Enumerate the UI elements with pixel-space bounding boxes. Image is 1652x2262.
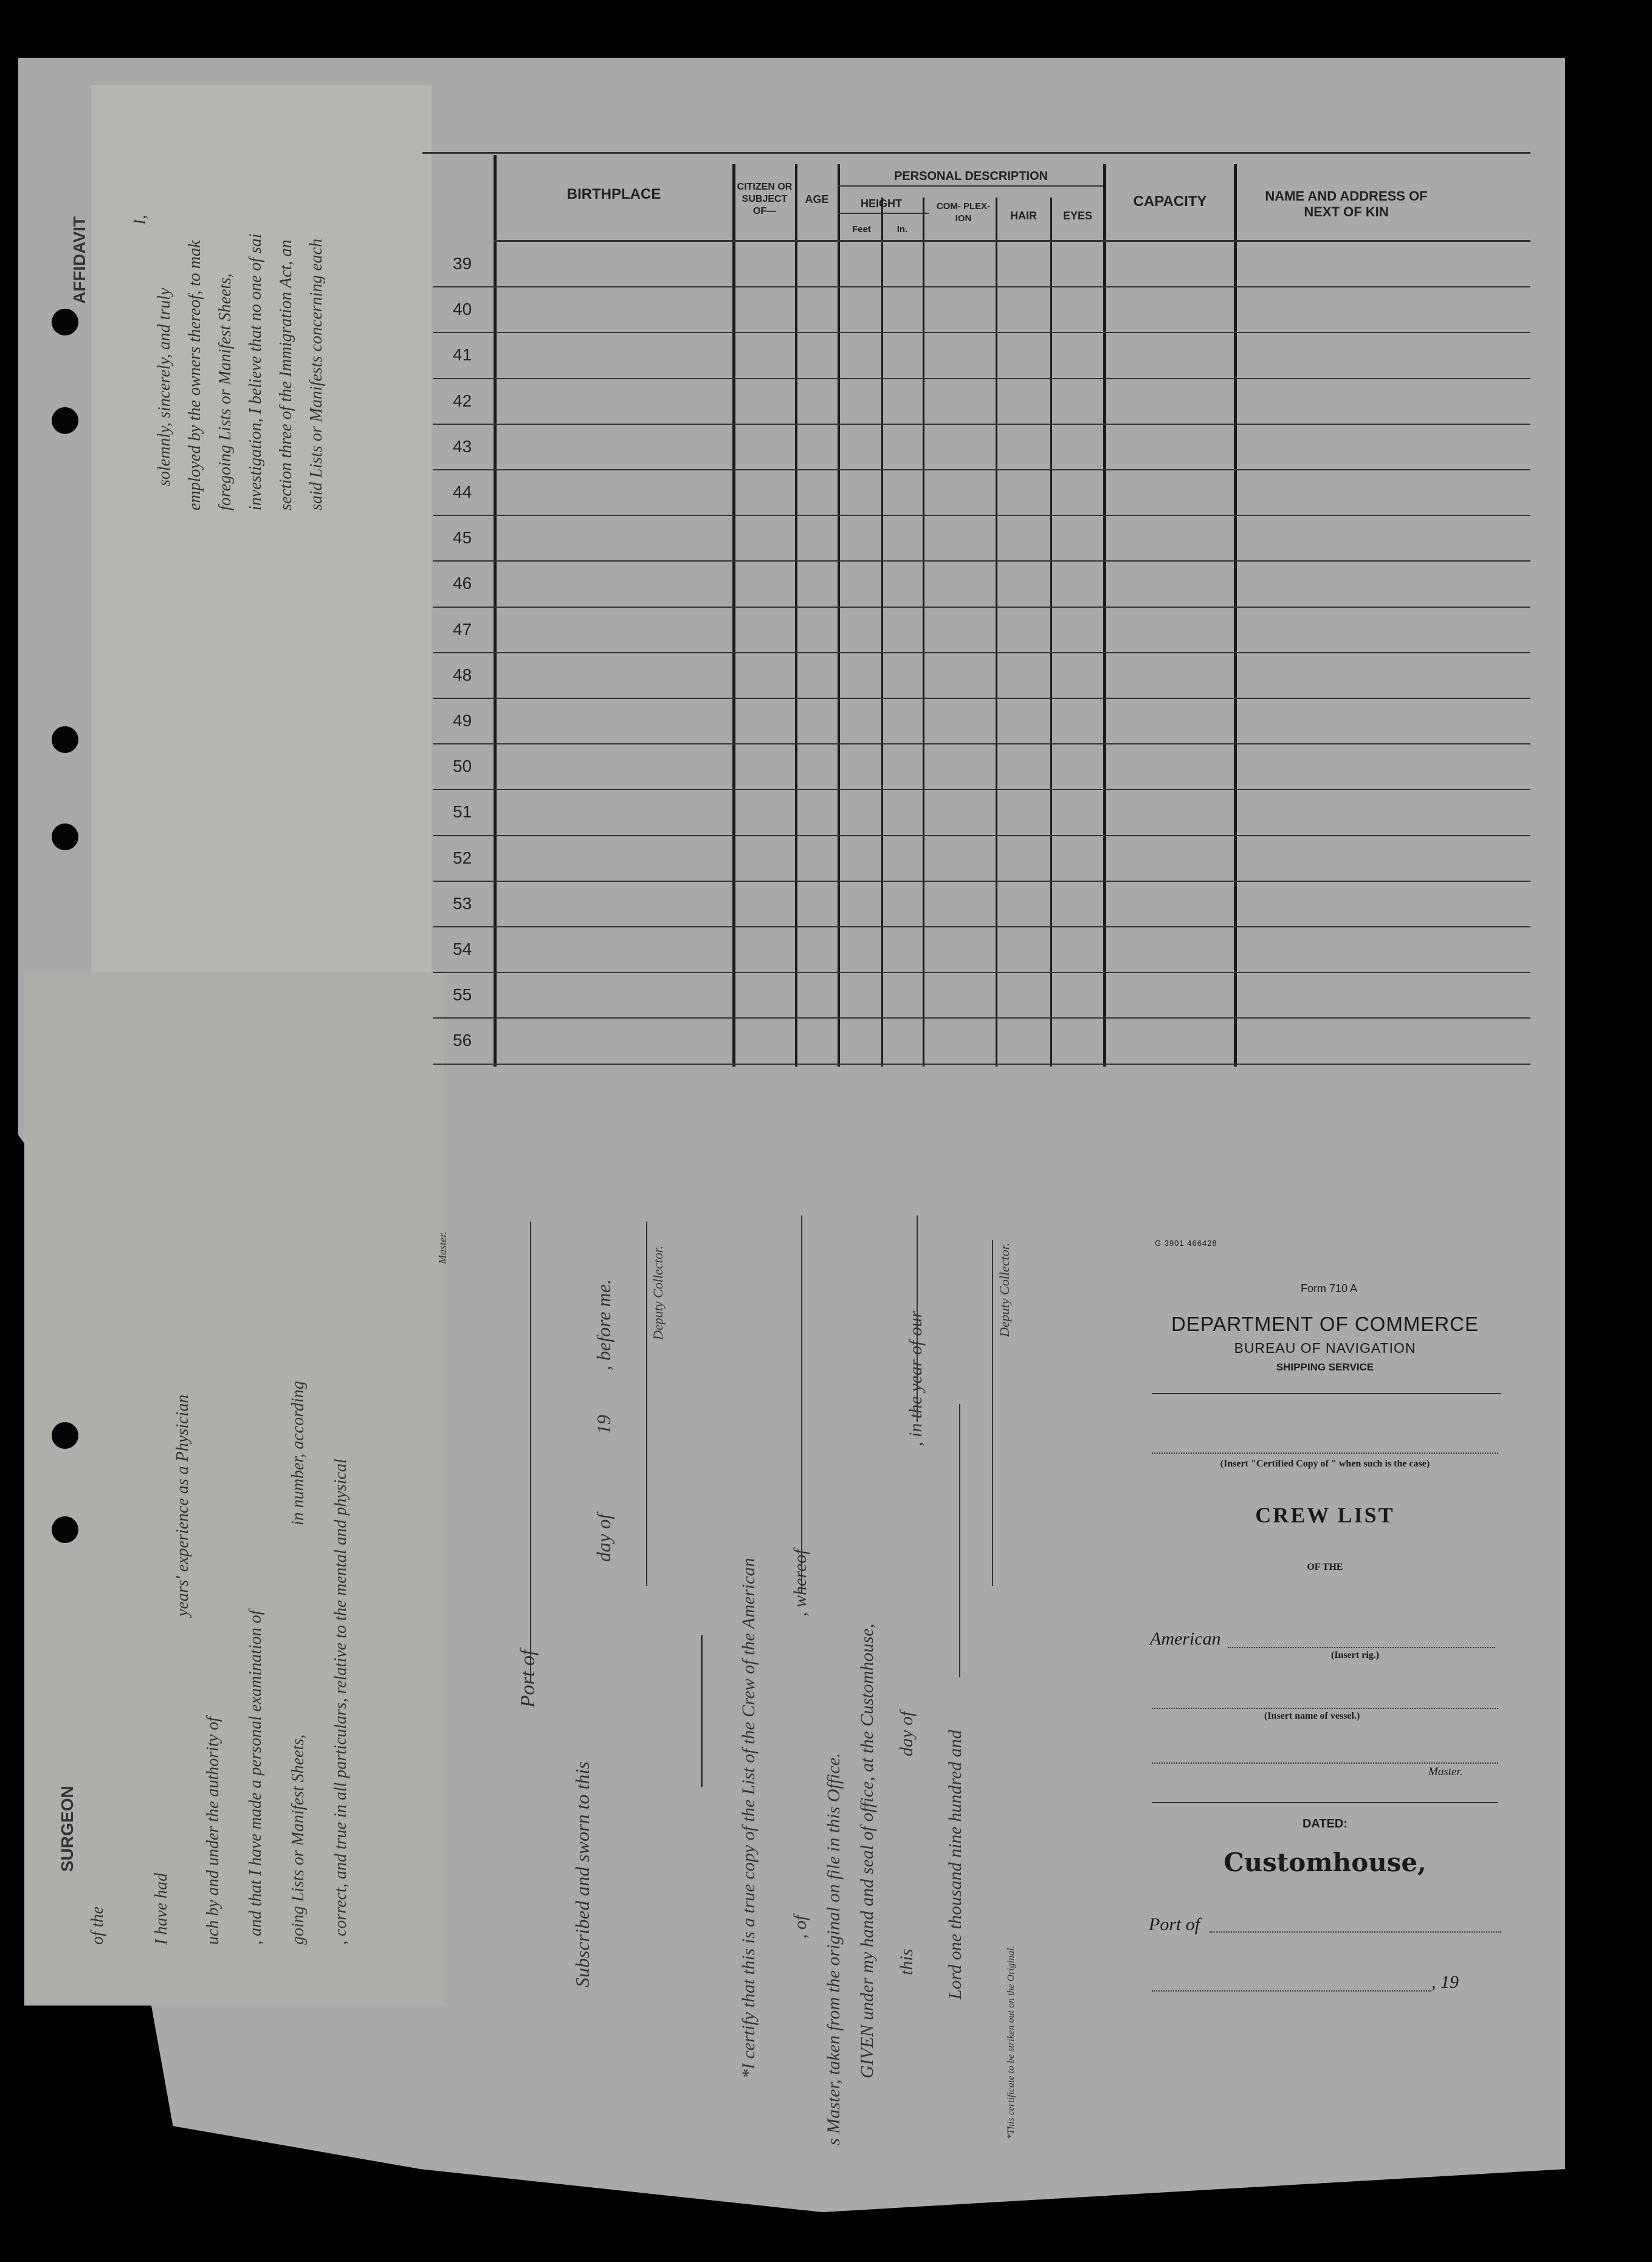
header-complexion: COM- PLEX- ION xyxy=(936,201,991,224)
cert-this: this xyxy=(897,1948,917,1975)
cert-of: , of xyxy=(790,1915,810,1939)
row-number: 50 xyxy=(453,757,472,776)
surgeon-line: I have had xyxy=(152,1872,171,1945)
cert-year-of-our: , in the year of our xyxy=(906,1310,926,1446)
table-border xyxy=(494,155,497,1067)
punch-hole xyxy=(52,407,78,434)
table-row-line xyxy=(433,286,1530,287)
row-number: 48 xyxy=(453,665,472,684)
surgeon-line: going Lists or Manifest Sheets, xyxy=(289,1734,308,1945)
service-title: SHIPPING SERVICE xyxy=(1276,1361,1374,1373)
cert-line xyxy=(801,1215,804,1592)
table-row-line xyxy=(433,743,1530,744)
table-header-rule xyxy=(494,240,1530,242)
form-number: Form 710 A xyxy=(1301,1282,1358,1294)
header-next-of-kin: NAME AND ADDRESS OF NEXT OF KIN xyxy=(1265,188,1428,219)
header-hair: HAIR xyxy=(1010,210,1037,222)
oath-day-of: day of xyxy=(593,1513,614,1562)
cover-master-label: Master. xyxy=(1428,1765,1463,1778)
table-row-line xyxy=(433,881,1530,882)
customhouse-label: Customhouse, xyxy=(1224,1848,1427,1877)
cert-whereof: , whereof xyxy=(790,1549,810,1617)
header-feet: Feet xyxy=(852,224,871,235)
table-row-line xyxy=(433,424,1530,425)
oath-deputy-collector: Deputy Collector. xyxy=(650,1245,666,1340)
table-rule xyxy=(838,213,929,214)
cert-line-1: *I certify that this is a true copy of the List of the Crew of the American xyxy=(738,1558,759,2078)
oath-separator xyxy=(701,1635,704,1787)
surgeon-line: of the xyxy=(88,1906,107,1945)
master-label: Master. xyxy=(436,1231,449,1264)
row-number: 42 xyxy=(453,391,472,410)
affidavit-title: AFFIDAVIT xyxy=(70,216,89,304)
table-row-line xyxy=(433,789,1530,790)
table-row-line xyxy=(433,469,1530,470)
surgeon-flap xyxy=(24,972,444,2006)
surgeon-line: years' experience as a Physician xyxy=(173,1394,192,1617)
row-number: 51 xyxy=(453,802,472,822)
american-label: American xyxy=(1150,1629,1221,1649)
of-the-label: OF THE xyxy=(1307,1562,1343,1572)
surgeon-line: in number, according xyxy=(289,1381,308,1525)
punch-hole xyxy=(52,1516,78,1543)
cover-year: , 19 xyxy=(1431,1972,1459,1992)
table-row-line xyxy=(433,652,1530,653)
header-birthplace: BIRTHPLACE xyxy=(566,186,661,202)
affidavit-line: solemnly, sincerely, and truly xyxy=(155,287,174,486)
row-number: 40 xyxy=(453,300,472,319)
header-personal-description: PERSONAL DESCRIPTION xyxy=(894,170,1048,183)
oath-port-of: Port of xyxy=(517,1649,539,1708)
divider xyxy=(1152,1802,1498,1803)
punch-hole xyxy=(52,726,78,753)
table-border xyxy=(1234,164,1237,1067)
row-number: 39 xyxy=(453,254,472,273)
table-border xyxy=(1050,198,1052,1067)
affidavit-line: foregoing Lists or Manifest Sheets, xyxy=(216,273,235,510)
table-border xyxy=(1103,164,1106,1067)
insert-vessel-note: (Insert name of vessel.) xyxy=(1264,1711,1360,1721)
header-capacity: CAPACITY xyxy=(1133,193,1207,210)
table-row-line xyxy=(433,560,1530,562)
cert-line-3: GIVEN under my hand and seal of office, at the Customhouse, xyxy=(857,1623,877,2078)
row-number: 45 xyxy=(453,528,472,548)
surgeon-line: , correct, and true in all particulars, relative to the mental and physical xyxy=(331,1459,350,1945)
affidavit-line: employed by the owners thereof, to mak xyxy=(185,240,204,510)
cert-deputy-collector: Deputy Collector. xyxy=(997,1242,1012,1337)
table-top-rule xyxy=(422,152,1530,154)
row-number: 54 xyxy=(453,940,472,958)
table-row-line xyxy=(433,972,1530,973)
row-number: 41 xyxy=(453,345,472,365)
row-number: 55 xyxy=(453,985,472,1005)
crew-list-title: CREW LIST xyxy=(1255,1503,1395,1527)
oath-subscribed: Subscribed and sworn to this xyxy=(571,1761,593,1987)
cert-line xyxy=(917,1215,919,1422)
cert-footnote: *This certificate to be striken out on the Original. xyxy=(1006,1945,1016,2139)
table-border xyxy=(881,198,883,1067)
table-rule xyxy=(838,185,1103,187)
insert-certified-note: (Insert "Certified Copy of " when such is the case) xyxy=(1220,1459,1430,1469)
port-line xyxy=(1210,1931,1501,1933)
header-height: HEIGHT xyxy=(860,198,902,210)
date-line xyxy=(1152,1990,1431,1992)
row-number: 52 xyxy=(453,848,472,867)
row-number: 49 xyxy=(453,711,472,730)
department-title: DEPARTMENT OF COMMERCE xyxy=(1171,1313,1479,1335)
affidavit-line: investigation, I believe that no one of sai xyxy=(246,233,265,510)
table-row-line xyxy=(433,607,1530,608)
affidavit-line: said Lists or Manifests concerning each xyxy=(307,238,326,510)
oath-signature-line xyxy=(646,1222,649,1586)
row-number: 43 xyxy=(453,436,472,456)
dated-label: DATED: xyxy=(1302,1817,1348,1831)
insert-rig-note: (Insert rig.) xyxy=(1331,1650,1380,1660)
punch-hole xyxy=(52,823,78,850)
print-code: G 3901 466428 xyxy=(1155,1239,1217,1248)
table-row-line xyxy=(433,515,1530,516)
table-border xyxy=(838,164,840,1067)
certified-copy-line xyxy=(1152,1452,1498,1454)
divider xyxy=(1152,1393,1501,1394)
cert-signature-line xyxy=(992,1240,994,1586)
table-border xyxy=(795,164,797,1067)
row-number: 44 xyxy=(453,483,472,501)
oath-before-me: , before me. xyxy=(593,1279,614,1370)
header-eyes: EYES xyxy=(1062,210,1093,222)
table-row-line xyxy=(433,1017,1530,1019)
cert-line xyxy=(959,1404,962,1677)
cert-line-2: s Master, taken from the original on file in this Office. xyxy=(824,1753,844,2145)
affidavit-line: section three of the Immigration Act, an xyxy=(277,239,295,510)
table-row-line xyxy=(433,1064,1530,1065)
table-border xyxy=(923,198,924,1067)
surgeon-line: , and that I have made a personal examination of xyxy=(246,1610,265,1945)
oath-year: 19 xyxy=(593,1415,614,1434)
table-border xyxy=(732,164,735,1067)
punch-hole xyxy=(52,1422,78,1449)
table-row-line xyxy=(433,332,1530,333)
affidavit-line: I, xyxy=(131,215,150,225)
header-age: AGE xyxy=(805,193,829,205)
row-number: 56 xyxy=(453,1031,472,1050)
rig-line xyxy=(1228,1647,1495,1648)
oath-port-line xyxy=(530,1222,532,1683)
header-citizen: CITIZEN OR SUBJECT OF— xyxy=(737,182,793,216)
surgeon-line: uch by and under the authority of xyxy=(204,1717,222,1945)
table-row-line xyxy=(433,926,1530,927)
table-border xyxy=(996,198,997,1067)
cert-day-of: day of xyxy=(897,1711,917,1756)
row-number: 46 xyxy=(453,574,472,593)
row-number: 47 xyxy=(453,619,472,639)
table-row-line xyxy=(433,835,1530,836)
punch-hole xyxy=(52,309,78,335)
row-number: 53 xyxy=(453,893,472,913)
surgeon-title: SURGEON xyxy=(58,1786,77,1872)
table-row-line xyxy=(433,378,1530,379)
cert-line-4: Lord one thousand nine hundred and xyxy=(945,1730,965,1999)
vessel-line xyxy=(1152,1708,1498,1709)
cover-port-of: Port of xyxy=(1149,1914,1200,1934)
master-line xyxy=(1152,1762,1498,1764)
bureau-title: BUREAU OF NAVIGATION xyxy=(1234,1340,1416,1356)
header-inches: In. xyxy=(897,224,908,235)
table-row-line xyxy=(433,698,1530,699)
